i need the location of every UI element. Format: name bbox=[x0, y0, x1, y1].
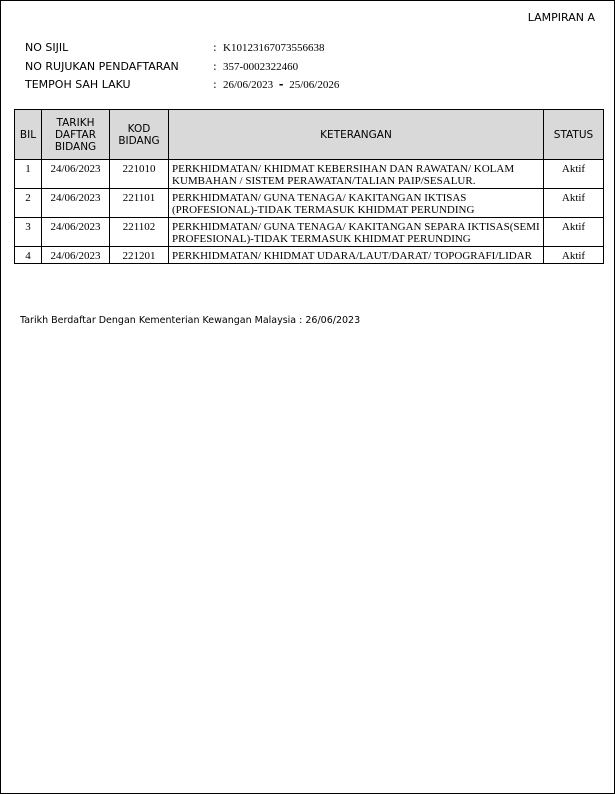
header-keterangan: KETERANGAN bbox=[169, 110, 544, 160]
table-row bbox=[15, 218, 604, 247]
row-kod: 221102 bbox=[110, 218, 169, 247]
tempoh-start: 26/06/2023 bbox=[223, 79, 274, 91]
header-kod bbox=[110, 110, 169, 160]
header-kod-line1: KOD bbox=[127, 122, 151, 135]
row-kod: 221010 bbox=[110, 160, 169, 189]
tarikh-berdaftar-note: Tarikh Berdaftar Dengan Kementerian Kewangan Malaysia : 26/06/2023 bbox=[20, 315, 361, 326]
info-row-no-sijil bbox=[25, 40, 605, 56]
row-bil: 3 bbox=[15, 218, 42, 247]
row-status: Aktif bbox=[544, 189, 604, 218]
row-kod: 221101 bbox=[110, 189, 169, 218]
row-status: Aktif bbox=[544, 218, 604, 247]
row-keterangan: PERKHIDMATAN/ GUNA TENAGA/ KAKITANGAN SEPARA IKTISAS(SEMI PROFESIONAL)-TIDAK TERMASUK KHIDMAT PERUNDING bbox=[169, 218, 544, 247]
row-bil: 4 bbox=[15, 247, 42, 264]
row-tarikh: 24/06/2023 bbox=[42, 247, 110, 264]
table-row bbox=[15, 189, 604, 218]
info-row-tempoh bbox=[25, 77, 605, 93]
row-keterangan: PERKHIDMATAN/ KHIDMAT KEBERSIHAN DAN RAWATAN/ KOLAM KUMBAHAN / SISTEM PERAWATAN/TALIAN PAIP/SESALUR. bbox=[169, 160, 544, 189]
row-bil: 1 bbox=[15, 160, 42, 189]
header-tarikh bbox=[42, 110, 110, 160]
tempoh-colon: : bbox=[213, 78, 217, 91]
tempoh-end: 25/06/2026 bbox=[289, 79, 340, 91]
row-kod: 221201 bbox=[110, 247, 169, 264]
table-header-row bbox=[15, 110, 604, 160]
no-rujukan-value: 357-0002322460 bbox=[223, 61, 299, 73]
header-status: STATUS bbox=[544, 110, 604, 160]
no-sijil-colon: : bbox=[213, 41, 217, 54]
header-tarikh-line3: BIDANG bbox=[54, 140, 97, 153]
row-status: Aktif bbox=[544, 247, 604, 264]
table-row bbox=[15, 247, 604, 264]
header-kod-line2: BIDANG bbox=[118, 134, 160, 147]
table-row bbox=[15, 160, 604, 189]
row-tarikh: 24/06/2023 bbox=[42, 218, 110, 247]
tempoh-label: TEMPOH SAH LAKU bbox=[25, 78, 131, 91]
row-bil: 2 bbox=[15, 189, 42, 218]
row-tarikh: 24/06/2023 bbox=[42, 189, 110, 218]
tempoh-value bbox=[223, 77, 339, 93]
no-sijil-value: K10123167073556638 bbox=[223, 42, 325, 54]
no-rujukan-label: NO RUJUKAN PENDAFTARAN bbox=[25, 60, 179, 73]
bidang-table bbox=[14, 109, 604, 264]
row-status: Aktif bbox=[544, 160, 604, 189]
row-tarikh: 24/06/2023 bbox=[42, 160, 110, 189]
no-rujukan-colon: : bbox=[213, 60, 217, 73]
lampiran-label: LAMPIRAN A bbox=[527, 11, 595, 24]
tempoh-dash: - bbox=[278, 78, 284, 91]
header-tarikh-line1: TARIKH bbox=[56, 116, 95, 129]
info-row-no-rujukan bbox=[25, 59, 605, 75]
header-bil: BIL bbox=[15, 110, 42, 160]
header-tarikh-line2: DAFTAR bbox=[54, 128, 96, 141]
no-sijil-label: NO SIJIL bbox=[25, 41, 69, 54]
row-keterangan: PERKHIDMATAN/ KHIDMAT UDARA/LAUT/DARAT/ TOPOGRAFI/LIDAR bbox=[169, 247, 544, 264]
row-keterangan: PERKHIDMATAN/ GUNA TENAGA/ KAKITANGAN IKTISAS (PROFESIONAL)-TIDAK TERMASUK KHIDMAT PERUNDING bbox=[169, 189, 544, 218]
